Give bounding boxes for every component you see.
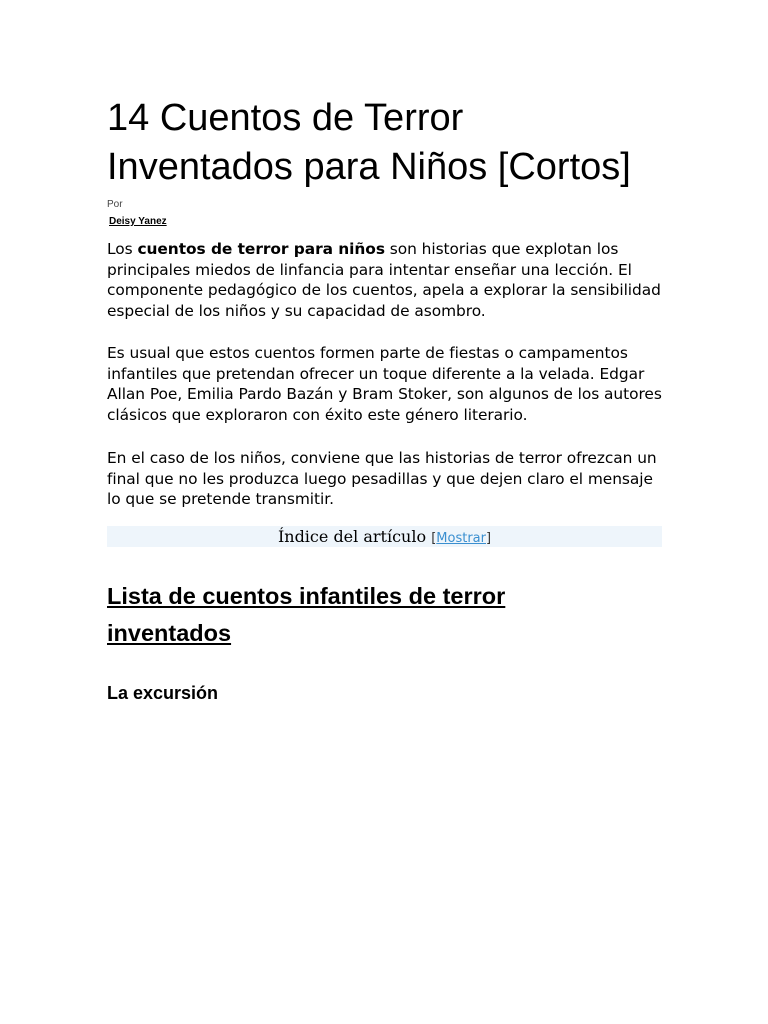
section-heading-line-2: inventados bbox=[107, 619, 232, 646]
toc-toggle-link[interactable]: Mostrar bbox=[436, 530, 486, 546]
paragraph-3: En el caso de los niños, conviene que las historias de terror ofrezcan un final que no les produzca luego pesadillas y que dejen claro el mensaje lo que se pretende transmitir. bbox=[107, 449, 657, 508]
toc-title: Índice del artículo bbox=[277, 526, 427, 546]
byline-label: Por bbox=[107, 199, 123, 210]
article-title-line-2: Inventados para Niños [Cortos] bbox=[107, 146, 631, 188]
section-heading bbox=[107, 578, 667, 652]
intro-paragraph bbox=[107, 239, 667, 321]
article-title-line-1: 14 Cuentos de Terror bbox=[107, 97, 464, 139]
article-title bbox=[107, 94, 667, 192]
intro-bold-phrase: cuentos de terror para niños bbox=[137, 240, 385, 258]
intro-lead: Los bbox=[107, 240, 138, 258]
paragraph-2: Es usual que estos cuentos formen parte de fiestas o campamentos infantiles que pretendan ofrecer un toque diferente a la velada. Edgar Allan Poe, Emilia Pardo Bazán y Bram Stoker, son algunos de los autores clásicos que exploraron con éxito este género literario. bbox=[107, 344, 662, 424]
subsection-heading: La excursión bbox=[107, 682, 219, 703]
section-heading-line-1: Lista de cuentos infantiles de terror bbox=[107, 582, 506, 609]
toc-open-bracket: [ bbox=[431, 530, 437, 546]
article bbox=[107, 94, 667, 704]
toc-close-bracket: ] bbox=[485, 530, 492, 546]
intro-rest: son historias que explotan los principales miedos de linfancia para intentar enseñar una lección. El componente pedagógico de los cuentos, apela a explorar la sensibilidad especial de los niños y su capacidad de asombro. bbox=[107, 240, 661, 320]
author-link[interactable]: Deisy Yanez bbox=[109, 216, 167, 227]
table-of-contents bbox=[107, 526, 662, 547]
